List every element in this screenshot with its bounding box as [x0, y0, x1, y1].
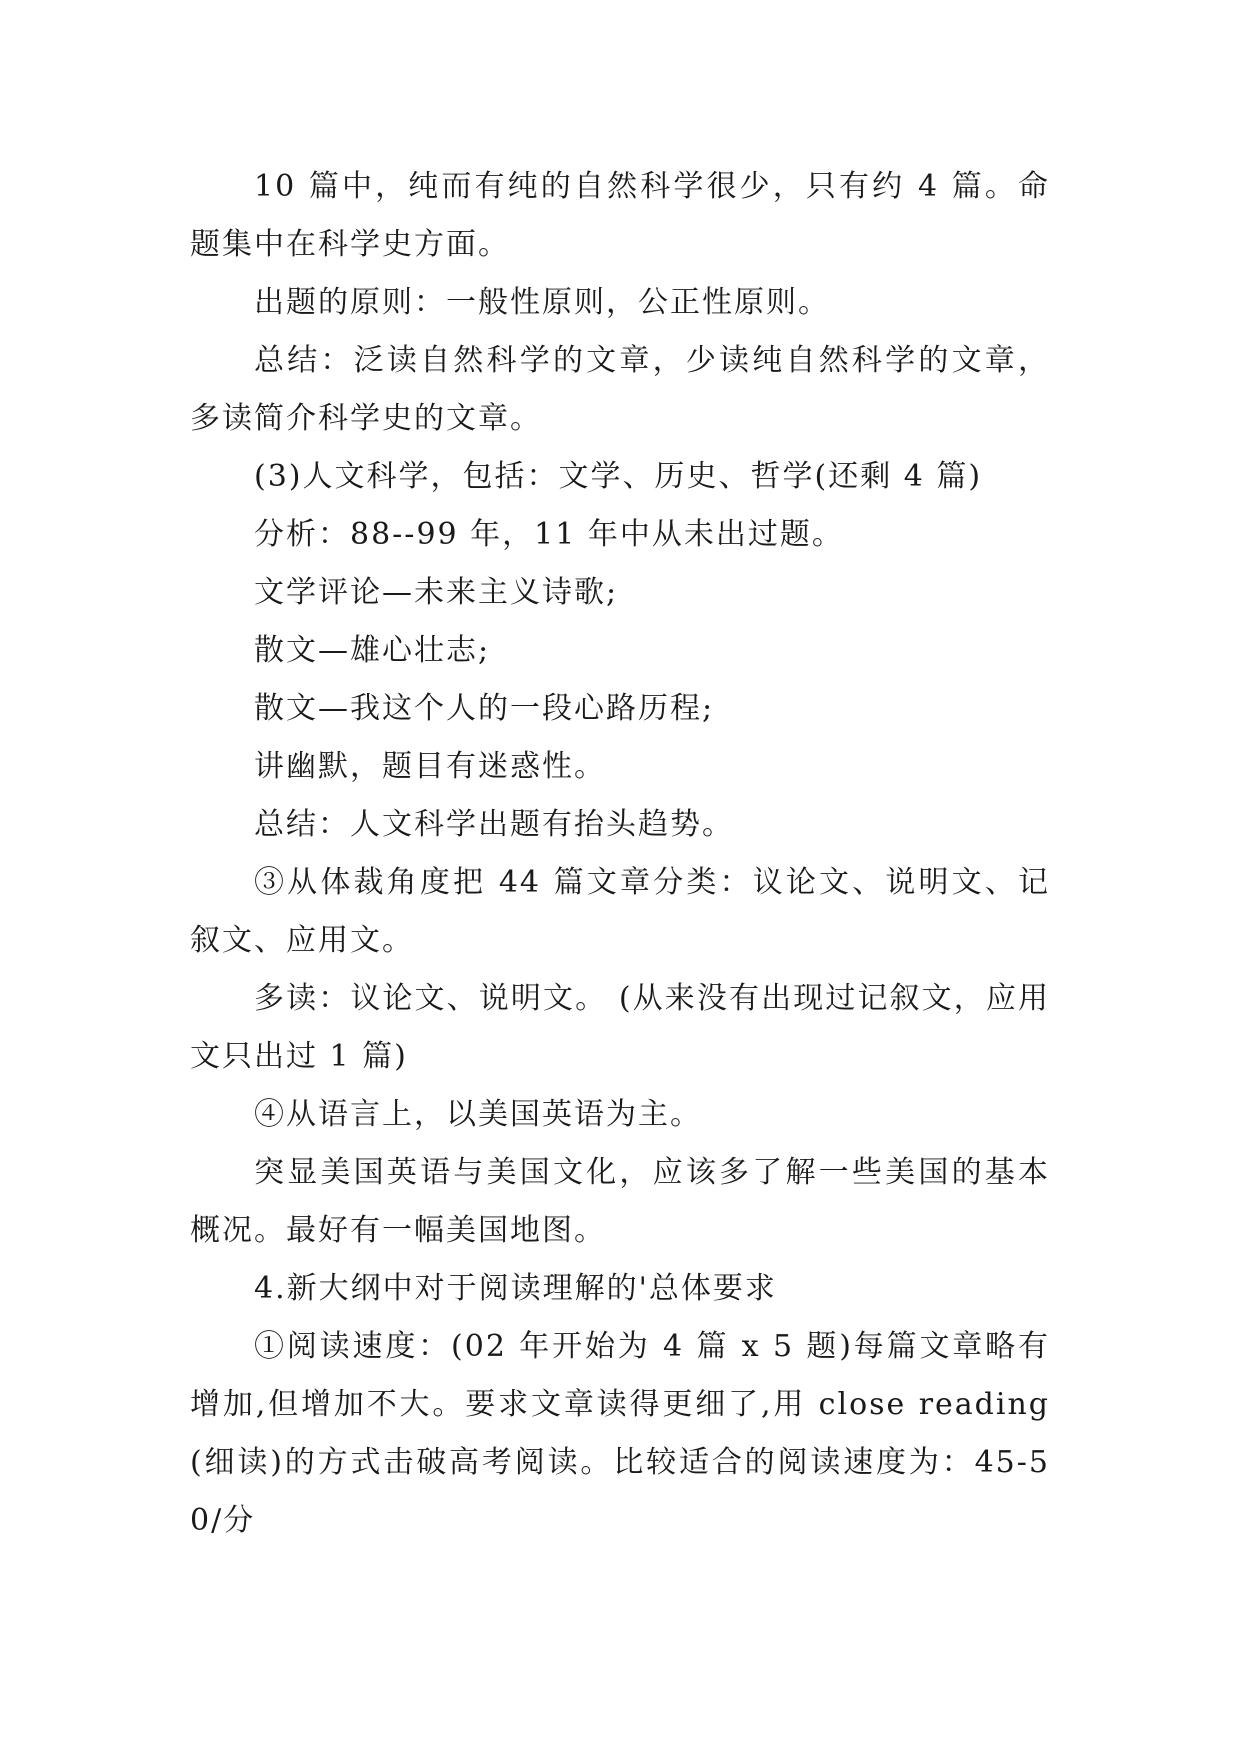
paragraph-humanities-heading: (3)人文科学，包括：文学、历史、哲学(还剩 4 篇) [254, 459, 983, 494]
paragraph-analysis: 分析：88--99 年，11 年中从未出过题。 [254, 517, 844, 552]
paragraph-read-more: 多读：议论文、说明文。 (从来没有出现过记叙文，应用文只出过 1 篇) [190, 981, 1050, 1074]
paragraph-essay-journey: 散文—我这个人的一段心路历程; [254, 691, 715, 726]
paragraph-american-english: ④从语言上，以美国英语为主。 [254, 1097, 702, 1132]
document-body [190, 158, 1050, 1550]
paragraph-summary-science: 总结：泛读自然科学的文章，少读纯自然科学的文章，多读简介科学史的文章。 [190, 343, 1050, 436]
paragraph-reading-speed: ①阅读速度：(02 年开始为 4 篇 x 5 题)每篇文章略有增加,但增加不大。要求文章读得更细了,用 close reading(细读)的方式击破高考阅读。比较适合的阅读速度为：45-50/分 [190, 1329, 1050, 1538]
paragraph-literary-review: 文学评论—未来主义诗歌; [254, 575, 619, 610]
paragraph-genre-classification: ③从体裁角度把 44 篇文章分类：议论文、说明文、记叙文、应用文。 [190, 865, 1050, 958]
paragraph-new-syllabus-heading: 4.新大纲中对于阅读理解的'总体要求 [254, 1271, 777, 1306]
paragraph-principles: 出题的原则：一般性原则，公正性原则。 [254, 285, 830, 320]
paragraph-science-count: 10 篇中，纯而有纯的自然科学很少，只有约 4 篇。命题集中在科学史方面。 [190, 169, 1050, 262]
paragraph-summary-humanities: 总结：人文科学出题有抬头趋势。 [254, 807, 734, 842]
paragraph-humor: 讲幽默，题目有迷惑性。 [254, 749, 606, 784]
paragraph-essay-ambition: 散文—雄心壮志; [254, 633, 491, 668]
paragraph-american-culture: 突显美国英语与美国文化，应该多了解一些美国的基本概况。最好有一幅美国地图。 [190, 1155, 1050, 1248]
